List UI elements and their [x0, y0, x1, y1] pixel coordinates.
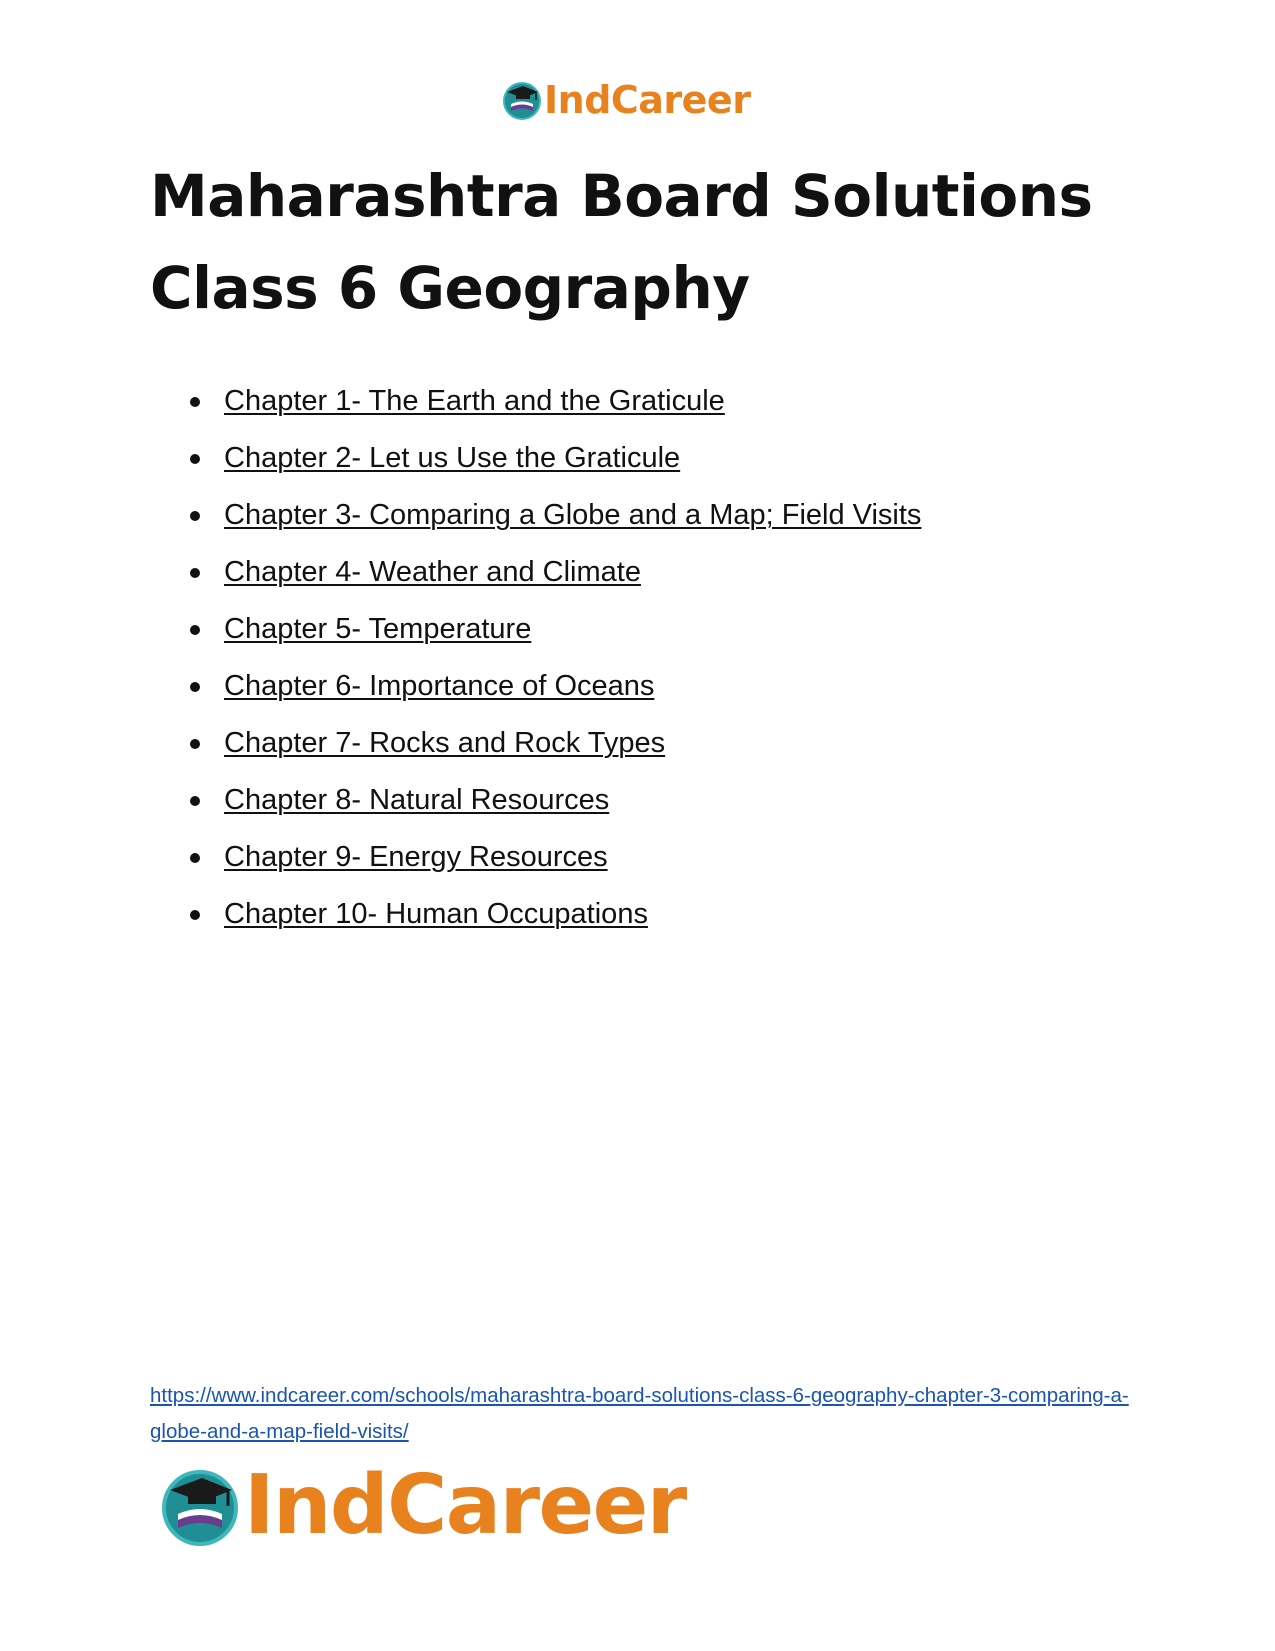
chapter-6-link[interactable]: Chapter 6- Importance of Oceans	[224, 670, 655, 702]
list-item	[186, 829, 1186, 886]
page-title-line-1: Maharashtra Board Solutions	[150, 162, 1093, 230]
bullet-dot-icon	[190, 625, 200, 635]
list-item	[186, 487, 1186, 544]
bullet-dot-icon	[190, 739, 200, 749]
bullet-dot-icon	[190, 796, 200, 806]
chapter-9-link[interactable]: Chapter 9- Energy Resources	[224, 841, 608, 873]
chapter-2-link[interactable]: Chapter 2- Let us Use the Graticule	[224, 442, 681, 474]
list-item	[186, 658, 1186, 715]
list-item	[186, 373, 1186, 430]
chapter-1-link[interactable]: Chapter 1- The Earth and the Graticule	[224, 385, 725, 417]
chapter-7-link[interactable]: Chapter 7- Rocks and Rock Types	[224, 727, 666, 759]
bullet-dot-icon	[190, 568, 200, 578]
chapter-8-link[interactable]: Chapter 8- Natural Resources	[224, 784, 610, 816]
source-url-link[interactable]: https://www.indcareer.com/schools/maharashtra-board-solutions-class-6-geography-chapter-3-comparing-a-globe-and-a-map-field-visits/	[150, 1384, 1129, 1443]
bullet-dot-icon	[190, 910, 200, 920]
footer-logo	[160, 1458, 686, 1553]
list-item	[186, 886, 1186, 943]
list-item	[186, 544, 1186, 601]
graduation-cap-globe-icon	[502, 80, 542, 120]
graduation-cap-globe-icon	[160, 1466, 240, 1546]
bullet-dot-icon	[190, 682, 200, 692]
chapter-5-link[interactable]: Chapter 5- Temperature	[224, 613, 532, 645]
page-title-line-2: Class 6 Geography	[150, 254, 750, 322]
chapter-3-link[interactable]: Chapter 3- Comparing a Globe and a Map; Field Visits	[224, 499, 922, 531]
chapter-10-link[interactable]: Chapter 10- Human Occupations	[224, 898, 648, 930]
footer-logo-text: IndCareer	[244, 1458, 686, 1553]
header-logo-text: IndCareer	[544, 78, 751, 122]
header-logo	[502, 80, 750, 120]
bullet-dot-icon	[190, 853, 200, 863]
list-item	[186, 601, 1186, 658]
list-item	[186, 772, 1186, 829]
bullet-dot-icon	[190, 397, 200, 407]
chapter-4-link[interactable]: Chapter 4- Weather and Climate	[224, 556, 641, 588]
list-item	[186, 715, 1186, 772]
bullet-dot-icon	[190, 511, 200, 521]
chapter-list	[186, 373, 1186, 943]
list-item	[186, 430, 1186, 487]
page-title	[150, 150, 1150, 334]
bullet-dot-icon	[190, 454, 200, 464]
